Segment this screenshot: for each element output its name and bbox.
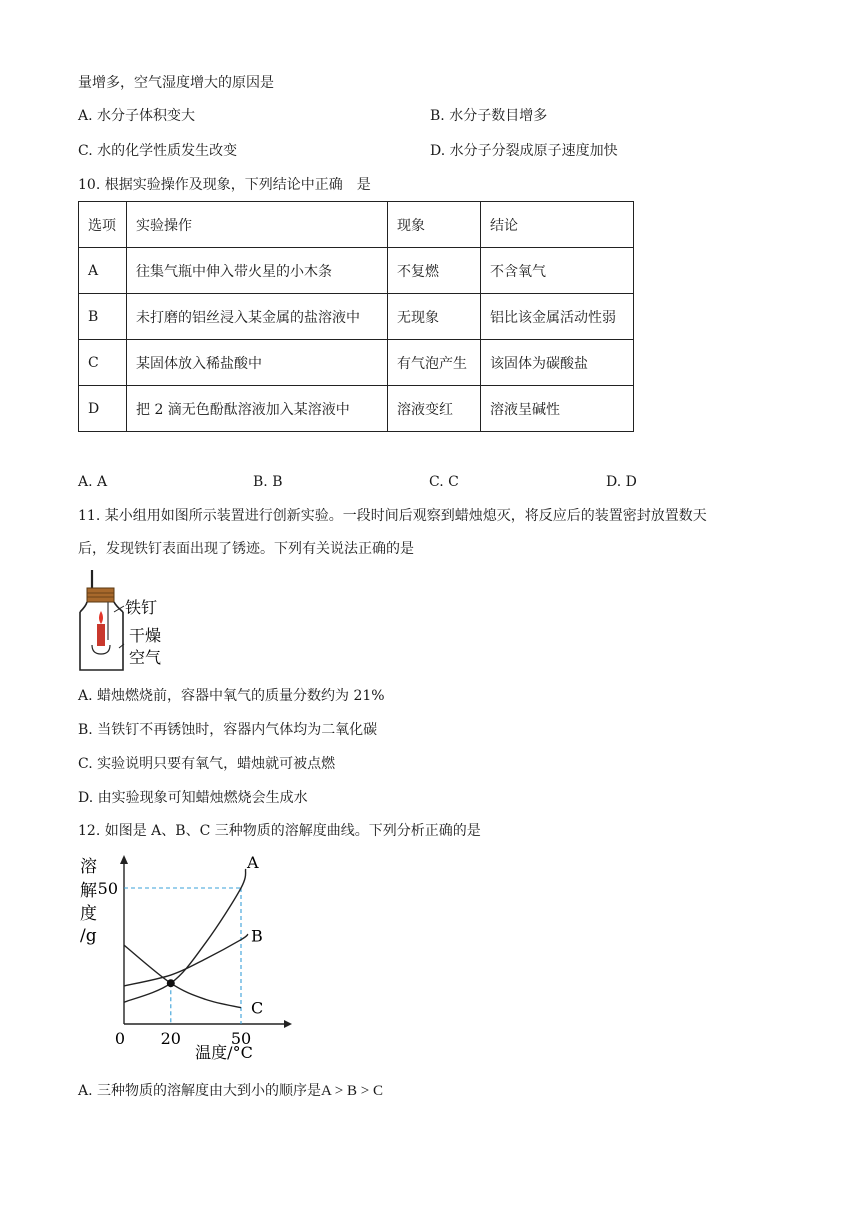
table-cell: C bbox=[79, 340, 127, 386]
y-axis-label-char: 解 bbox=[80, 881, 97, 901]
table-cell: B bbox=[79, 294, 127, 340]
stopper bbox=[87, 588, 114, 602]
curve-C bbox=[124, 945, 241, 1008]
q12-option-a-formula: A > B > C bbox=[321, 1083, 383, 1099]
table-header-cell: 实验操作 bbox=[127, 202, 388, 248]
q11-option-d: D. 由实验现象可知蜡烛燃烧会生成水 bbox=[78, 790, 308, 806]
table-cell: 溶液呈碱性 bbox=[481, 386, 634, 432]
table-header-cell: 现象 bbox=[388, 202, 481, 248]
y-tick-label: 50 bbox=[97, 879, 118, 898]
table-cell: 铝比该金属活动性弱 bbox=[481, 294, 634, 340]
table-cell: 有气泡产生 bbox=[388, 340, 481, 386]
q11-stem-line-1: 11. 某小组用如图所示装置进行创新实验。一段时间后观察到蜡烛熄灭，将反应后的装置密封放置数天 bbox=[78, 508, 707, 524]
table-header-row bbox=[79, 202, 634, 248]
q10-option-d: D. D bbox=[606, 474, 637, 490]
x-tick-label: 0 bbox=[114, 1029, 126, 1048]
q9-option-b: B. 水分子数目增多 bbox=[430, 108, 548, 124]
table-cell: 把 2 滴无色酚酞溶液加入某溶液中 bbox=[127, 386, 388, 432]
y-axis-label-char: /g bbox=[80, 926, 97, 946]
table-cell: A bbox=[79, 248, 127, 294]
nail-label: 铁钉 bbox=[125, 598, 158, 617]
y-axis-label-char: 度 bbox=[80, 904, 97, 924]
table-cell: 往集气瓶中伸入带火星的小木条 bbox=[127, 248, 388, 294]
curve-label-A: A bbox=[247, 853, 259, 872]
q9-option-a: A. 水分子体积变大 bbox=[78, 108, 196, 124]
intersection-point bbox=[167, 979, 175, 987]
q9-option-d: D. 水分子分裂成原子速度加快 bbox=[430, 143, 618, 159]
q12-option-a-text: A. 三种物质的溶解度由大到小的顺序是 bbox=[78, 1083, 322, 1099]
x-axis-arrow bbox=[284, 1020, 292, 1028]
q10-option-c: C. C bbox=[429, 474, 459, 490]
solubility-chart bbox=[74, 850, 294, 1064]
y-axis-arrow bbox=[120, 855, 128, 864]
table-row bbox=[79, 294, 634, 340]
table-cell: 溶液变红 bbox=[388, 386, 481, 432]
table-cell: 某固体放入稀盐酸中 bbox=[127, 340, 388, 386]
x-tick-label: 20 bbox=[160, 1029, 181, 1048]
q11-option-b: B. 当铁钉不再锈蚀时，容器内气体均为二氧化碳 bbox=[78, 722, 378, 738]
q10-option-b: B. B bbox=[253, 474, 283, 490]
table-header-cell: 结论 bbox=[481, 202, 634, 248]
table-cell: 无现象 bbox=[388, 294, 481, 340]
q12-option-a bbox=[78, 1081, 383, 1101]
x-tick-label: 50 bbox=[230, 1029, 252, 1048]
table-row bbox=[79, 340, 634, 386]
q11-option-c: C. 实验说明只要有氧气，蜡烛就可被点燃 bbox=[78, 756, 336, 772]
table-row bbox=[79, 386, 634, 432]
table-cell: D bbox=[79, 386, 127, 432]
q12-stem: 12. 如图是 A、B、C 三种物质的溶解度曲线。下列分析正确的是 bbox=[78, 823, 481, 839]
dish bbox=[92, 645, 110, 654]
y-axis-label-char: 溶 bbox=[80, 857, 97, 877]
flame bbox=[99, 611, 103, 624]
q11-option-a: A. 蜡烛燃烧前，容器中氧气的质量分数约为 21% bbox=[78, 688, 385, 704]
q10-option-a: A. A bbox=[78, 474, 108, 490]
table-cell: 未打磨的铝丝浸入某金属的盐溶液中 bbox=[127, 294, 388, 340]
curve-label-C: C bbox=[251, 998, 264, 1018]
dry-label: 干燥 bbox=[129, 626, 162, 645]
q11-stem-line-2: 后，发现铁钉表面出现了锈迹。下列有关说法正确的是 bbox=[78, 541, 414, 557]
x-axis-label: 温度/°C bbox=[195, 1043, 253, 1062]
table-cell: 不复燃 bbox=[388, 248, 481, 294]
q10-stem: 10. 根据实验操作及现象，下列结论中正确 是 bbox=[78, 177, 371, 193]
air-label: 空气 bbox=[129, 648, 162, 667]
q9-option-c: C. 水的化学性质发生改变 bbox=[78, 143, 238, 159]
curve-label-B: B bbox=[251, 926, 263, 946]
q11-apparatus-figure bbox=[72, 566, 172, 672]
candle bbox=[97, 624, 105, 646]
q10-table bbox=[78, 201, 634, 432]
table-header-cell: 选项 bbox=[79, 202, 127, 248]
table-row bbox=[79, 248, 634, 294]
table-cell: 该固体为碳酸盐 bbox=[481, 340, 634, 386]
q9-stem-tail: 量增多，空气湿度增大的原因是 bbox=[78, 75, 274, 91]
table-cell: 不含氧气 bbox=[481, 248, 634, 294]
